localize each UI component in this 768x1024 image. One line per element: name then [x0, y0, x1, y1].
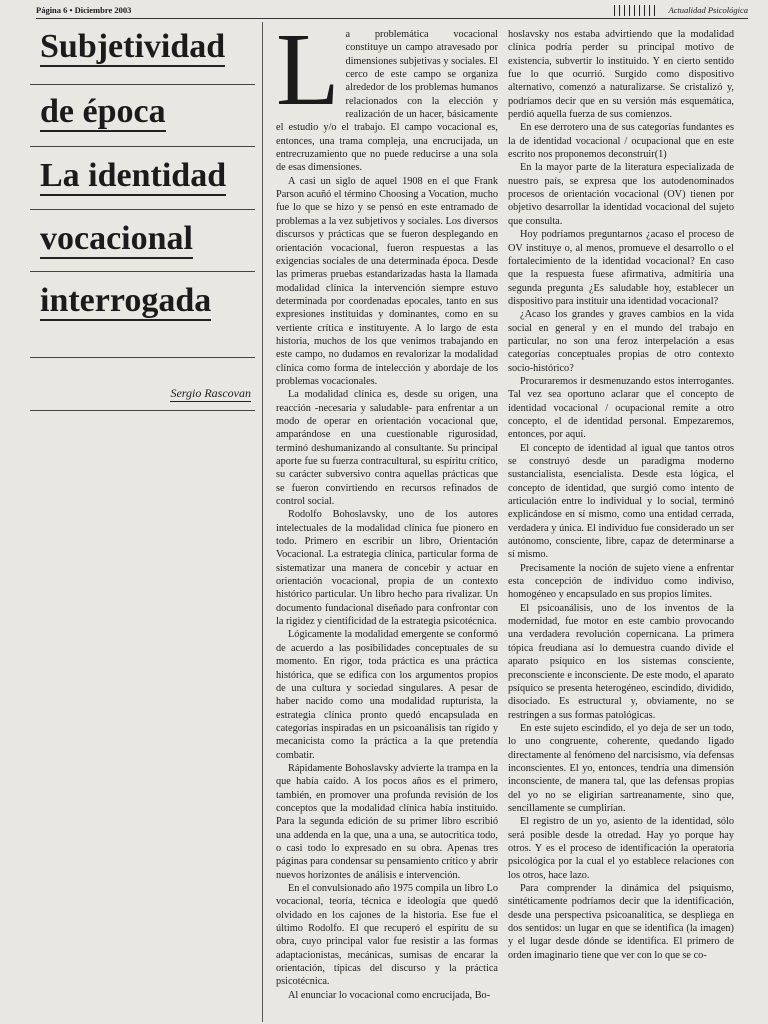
paragraph: En ese derrotero una de sus categorías fundantes es la de identidad vocacional / ocupacional que en este escrito nos proponemos deconstruir(1) — [508, 122, 734, 161]
column-divider — [262, 22, 263, 1022]
title-line-5: interrogada — [40, 282, 212, 319]
paragraph: En la mayor parte de la literatura especializada de nuestro país, se expresa que los autodenominados procesos de orientación vocacional (OV) tienen por objetivo desarrollar la identidad vocacional del sujeto que consulta. — [508, 162, 734, 227]
title-line-2: de época — [40, 93, 166, 130]
paragraph: Procuraremos ir desmenuzando estos interrogantes. Tal vez sea oportuno aclarar que el concepto de identidad vocacional / ocupacional remite a otro concepto, el de identidad personal. Empezaremos, entonces, por aquí. — [508, 375, 734, 441]
title-block-2 — [30, 84, 255, 147]
paragraph: Lógicamente la modalidad emergente se conformó de acuerdo a las posibilidades conceptuales de su momento. En rigor, toda práctica es una práctica histórica, que se edifica con los argumentos propios de una cultura y sociedad singulares. A pesar de haber nacido como una modalidad rupturista, la estrategia clínica pronto quedó encapsulada en categorías inspiradas en un psicoanálisis tan rígido y mecanicista como la práctica a la que pretendía combatir. — [276, 629, 498, 761]
paragraph: En este sujeto escindido, el yo deja de ser un todo, lo uno congruente, coherente, quedando ligado directamente al fenómeno del narcisismo, vía defensas inconscientes. El yo, entonces, tendría una dimensión inconsciente, de manera tal, que las defensas propias del yo no se eligirían sartreanamente, sino que, sencillamente se cumplirían. — [508, 722, 734, 814]
title-line-4: vocacional — [40, 220, 193, 257]
page-header — [36, 4, 748, 19]
author-block — [30, 357, 255, 411]
title-block-5 — [30, 271, 255, 358]
author-name: Sergio Rascovan — [170, 386, 251, 400]
paragraph: Precisamente la noción de sujeto viene a enfrentar esta concepción de individuo como indiviso, homogéneo y encapsulado en sus propios límites. — [508, 562, 734, 601]
paragraph: ¿Acaso los grandes y graves cambios en la vida social en general y en el mundo del trabajo en particular, no son una feroz interpelación a esas categorías conceptuales propias de otro contexto socio-histórico? — [508, 309, 734, 374]
title-block-4 — [30, 209, 255, 272]
paragraph: Rodolfo Bohoslavsky, uno de los autores intelectuales de la modalidad clínica fue pionero en todo. Primero en escribir un libro, Orientación Vocacional. La estrategia clínica, particular forma de sistematizar una manera de concebir y actuar en orientación vocacional, propia de un contexto histórico particular. Un libro hecho para rivalizar. Un documento fundacional diseñado para confrontar con la rigidez y cientificidad de la estrategia psicotécnica. — [276, 509, 498, 628]
title-column — [30, 22, 255, 432]
title-line-3: La identidad — [40, 157, 227, 194]
paragraph: El psicoanálisis, uno de los inventos de la modernidad, fue motor en este cambio provocando una verdadera revolución copernicana. La primera tópica freudiana así lo demuestra cuando divide el aparato psíquico en los sistemas consciente, preconsciente e inconsciente. De este modo, el aparato psíquico se presenta heterogéneo, escindido, dividido, disociado. Es estructural y, obviamente, no se restringen a sus formas patológicas. — [508, 602, 734, 721]
header-barcode-decoration — [614, 5, 658, 16]
drop-cap: L — [276, 12, 340, 127]
page-number-date: Página 6 • Diciembre 2003 — [36, 5, 132, 15]
paragraph: Rápidamente Bohoslavsky advierte la trampa en la que había caído. A los pocos años es el primero, también, en promover una profunda revisión de los conceptos que la modalidad clínica había instituido. Para la segunda edición de su primer libro escribió una addenda en la que, una a una, se autocritica todo, o casi todo lo expresado en su obra. Apenas tres páginas para condensar su pensamiento crítico y abrir nuevos horizontes de análisis e intervención. — [276, 762, 498, 881]
text-column-1 — [276, 12, 498, 1002]
paragraph: a problemática vocacional constituye un campo atravesado por dimensiones subjetivas y sociales. El cerco de este campo se organiza alrededor de los problemas humanos relacionados con la elección y realización de un hacer, básicamente el estudio y/o el trabajo. El campo vocacional es, entonces, una trama compleja, una encrucijada, un entrecruzamiento que no puede reducirse a una sola de esas dimensiones. — [276, 29, 498, 174]
paragraph: La modalidad clínica es, desde su origen, una reacción -necesaria y saludable- para enfrentar a un modo de operar en orientación vocacional que, amparándose en una cuestionable rigurosidad, terminó deshumanizando al consultante. Su principal aporte fue su fuerza contracultural, su espíritu crítico, su carácter subversivo contra aquellas prácticas que se fueron convirtiendo en recursos refinados de control social. — [276, 389, 498, 508]
paragraph: A casi un siglo de aquel 1908 en el que Frank Parson acuñó el término Choosing a Vocation, mucho fue lo que se hizo y se pensó en este entramado de problemas a la vez subjetivos y sociales. Los diversos discursos y prácticas que se fueron desplegando en orientación vocacional, fueron respuestas a las exigencias sociales de una determinada época. Desde las primeras pruebas estandarizadas hasta la llamada modalidad clínica la intervención siempre estuvo determinada por coordenadas epocales, tanto en sus expresiones instituidas y dominantes, como en su vertiente crítica e instituyente. A lo largo de esta historia, muchos de los que venimos trabajando en este campo, no dudamos en revalorizar la modalidad clínica como forma de intelección y abordaje de los problemas vocacionales. — [276, 175, 498, 387]
paragraph: El concepto de identidad al igual que tantos otros se construyó desde un paradigma moderno sustancialista, esencialista. Desde esta lógica, el concepto de identidad, que surgió como intento de articulación entre lo individual y lo social, terminó explicándose en sí mismo, como una entidad cerrada, verdadera y única. El individuo fue considerado un ser autónomo, consciente, libre, capaz de determinarse a sí mismo. — [508, 442, 734, 561]
paragraph: Para comprender la dinámica del psiquismo, sintéticamente podríamos decir que la identificación, desde una perspectiva psicoanalítica, se despliega en dos sentidos: un lugar en que se identifica (la imagen) y el lugar desde dónde se identifica. El primero de orden imaginario tiene que ver con lo que se co- — [508, 883, 734, 961]
paragraph: Hoy podríamos preguntarnos ¿acaso el proceso de OV instituye o, al menos, promueve el desarrollo o el fortalecimiento de la identidad vocacional? En caso que la respuesta fuese afirmativa, admitiría una segunda pregunta ¿Es saludable hoy, establecer un dispositivo para instituir una identidad vocacional? — [508, 229, 734, 307]
title-line-1: Subjetividad — [40, 28, 226, 65]
paragraph: En el convulsionado año 1975 compila un libro Lo vocacional, teoría, técnica e ideología que quedó olvidado en los cajones de la historia. Ese fue el último Rodolfo. El que recuperó el espíritu de su obra, cuyo principal valor fue resistir a las formas adaptacionistas, mecánicas, sumisas de encarar la orientación, típicas del discurso y la práctica psicotécnica. — [276, 883, 498, 988]
title-block-1 — [30, 22, 255, 84]
paragraph: hoslavsky nos estaba advirtiendo que la modalidad clínica podría perder su principal motivo de existencia, subvertir lo instituido. Y en cierto sentido fue lo que ocurrió. Surgido como dispositivo alternativo, comenzó a naturalizarse. Se cristalizó y, podríamos decir que en su versión más esquemática, perdió aquella fuerza de sus comienzos. — [508, 29, 734, 121]
publication-name: Actualidad Psicológica — [668, 5, 748, 15]
paragraph: El registro de un yo, asiento de la identidad, sólo será posible desde la otredad. Hay yo porque hay otros. Y es el proceso de identificación la operatoria psicológica por la cual el yo establece relaciones con los otros, hace lazo. — [508, 816, 734, 881]
title-block-3 — [30, 146, 255, 210]
paragraph: Al enunciar lo vocacional como encrucijada, Bo- — [288, 989, 491, 1001]
text-column-2 — [508, 28, 734, 962]
